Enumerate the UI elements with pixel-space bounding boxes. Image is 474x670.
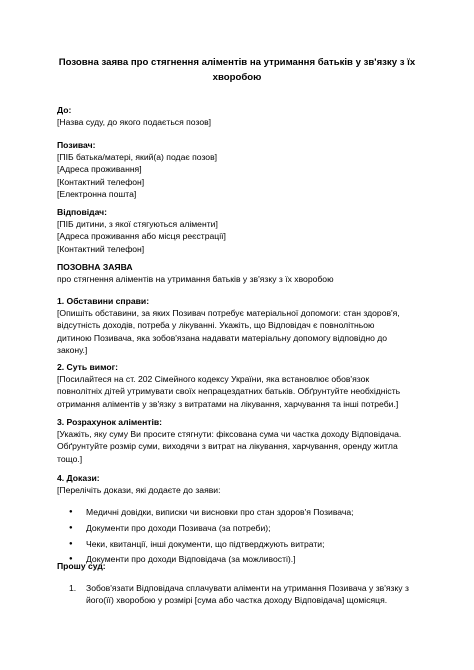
section-line: відсутність доходів, потреба у лікуванні. Укажіть, що Відповідач є повнолітньою [57,320,375,331]
section-line: [Посилайтеся на ст. 202 Сімейного кодексу України, яка встановлює обов'язок [57,374,370,385]
plaintiff-line: [Контактний телефон] [57,176,145,187]
plaintiff-line: [ПІБ батька/матері, який(а) подає позов] [57,152,218,163]
section-heading: 4. Докази: [57,473,100,483]
plaintiff-line: [Адреса проживання] [57,164,142,175]
list-item: ● Чеки, квитанції, інші документи, що підтверджують витрати; [57,538,427,550]
evidence-intro: [Перелічіть докази, які додаєте до заяви: [57,485,221,496]
plaintiff-line: [Електронна пошта] [57,188,137,199]
request-list [57,582,427,606]
item-line: Зобов'язати Відповідача сплачувати аліменти на утримання Позивача у зв'язку з [86,583,409,594]
list-item [57,582,427,606]
court-name-line: [Назва суду, до якого подається позов] [57,117,212,128]
section-line: дитиною Позивача, яка зобов'язана надавати матеріальну допомогу відповідно до [57,332,388,343]
section-line: закону.] [57,344,88,355]
list-item: ● Документи про доходи Відповідача (за можливості).] [57,553,427,565]
item-line: його(її) хворобою у розмірі [сума або частка доходу Відповідача] щомісяця. [86,595,388,606]
section-claims [57,361,427,410]
claim-title-block [57,261,427,285]
section-calculation [57,416,427,465]
claim-subtitle: про стягнення аліментів на утримання батьків у зв'язку з їх хворобою [57,274,334,285]
defendant-line: [ПІБ дитини, з якої стягуються аліменти] [57,219,218,230]
claim-heading: ПОЗОВНА ЗАЯВА [57,262,133,272]
defendant-heading: Відповідач: [57,207,108,217]
plaintiff-heading: Позивач: [57,140,96,150]
section-line: Обґрунтуйте розмір суми, виходячи з витрат на лікування, харчування, оренду житла [57,441,398,452]
section-evidence [57,472,427,569]
section-line: отримання аліментів у зв'язку з витратами на лікування, харчування та інші потреби.] [57,398,399,409]
section-line: [Опишіть обставини, за яких Позивач потребує матеріальної допомоги: стан здоров'я, [57,308,400,319]
defendant-line: [Контактний телефон] [57,243,145,254]
document-title: Позовна заява про стягнення аліментів на утримання батьків у зв'язку з їх хворобою [58,57,416,83]
defendant-line: [Адреса проживання або місця реєстрації] [57,231,226,242]
defendant-block [57,206,427,255]
court-block [57,104,427,128]
list-item: ● Документи про доходи Позивача (за потреби); [57,522,427,534]
section-line: [Укажіть, яку суму Ви просите стягнути: фіксована сума чи частка доходу Відповідача. [57,429,402,440]
section-circumstances [57,295,427,356]
section-line: повнолітніх дітей утримувати своїх непрацездатних батьків. Обґрунтуйте необхідність [57,386,401,397]
request-block [57,560,427,607]
request-heading: Прошу суд: [57,561,106,571]
evidence-list [57,506,427,565]
section-line: тощо.] [57,453,83,464]
list-item: ● Медичні довідки, виписки чи висновки про стан здоров'я Позивача; [57,506,427,518]
section-heading: 3. Розрахунок аліментів: [57,417,162,427]
to-heading: До: [57,105,72,115]
section-heading: 1. Обставини справи: [57,296,150,306]
plaintiff-block [57,139,427,200]
item-number: 1. [69,583,77,594]
section-heading: 2. Суть вимог: [57,362,119,372]
